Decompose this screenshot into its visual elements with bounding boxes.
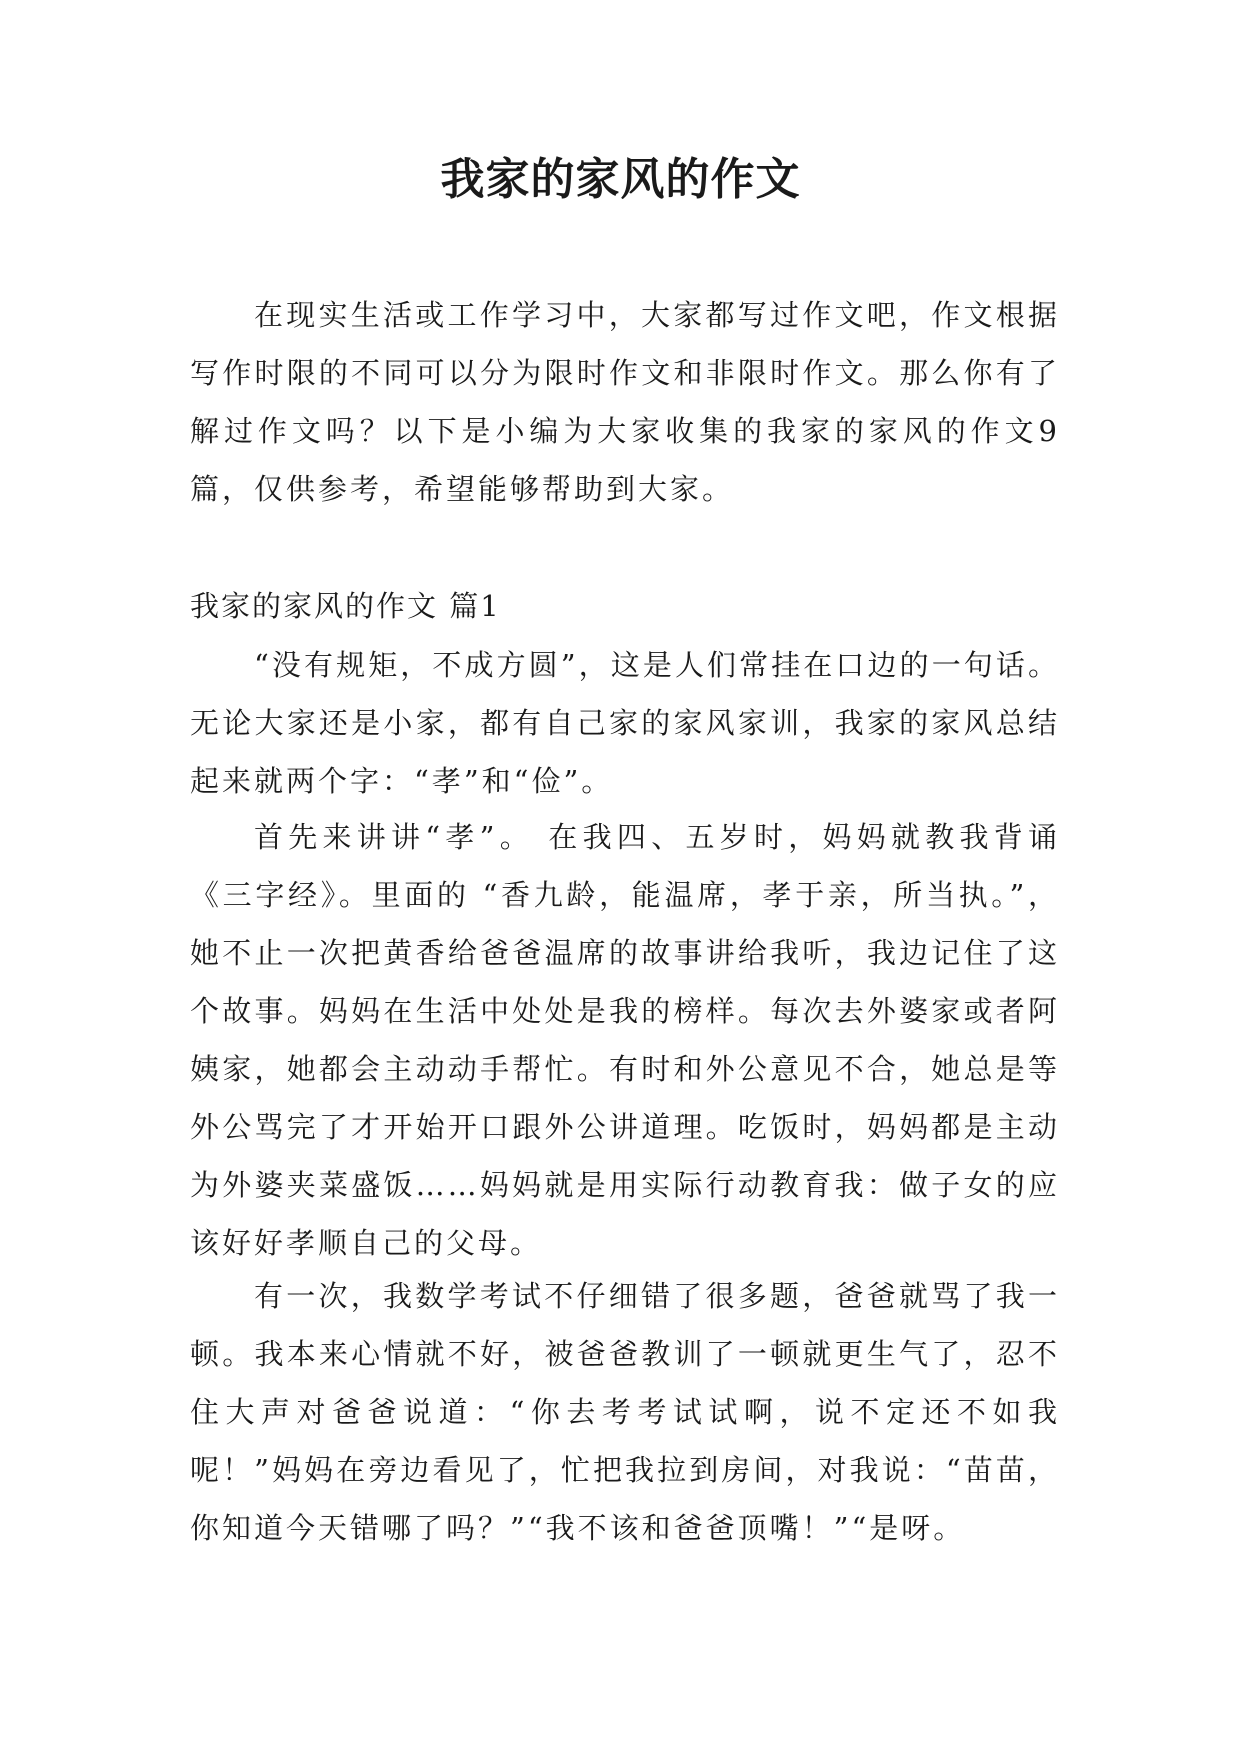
- section-heading: 我家的家风的作文 篇1: [190, 589, 501, 623]
- intro-paragraph: 在现实生活或工作学习中，大家都写过作文吧，作文根据写作时限的不同可以分为限时作文和非限时作文。那么你有了解过作文吗？以下是小编为大家收集的我家的家风的作文9篇，仅供参考，希望能够帮助到大家。: [190, 298, 1060, 506]
- body-paragraph-1: “没有规矩，不成方圆”，这是人们常挂在口边的一句话。无论大家还是小家，都有自己家的家风家训，我家的家风总结起来就两个字：“孝”和“俭”。: [190, 648, 1060, 798]
- body-paragraph-2: 首先来讲讲“孝”。 在我四、五岁时，妈妈就教我背诵《三字经》。里面的 “香九龄，能温席，孝于亲，所当执。”，她不止一次把黄香给爸爸温席的故事讲给我听，我边记住了这个故事。妈妈在生活中处处是我的榜样。每次去外婆家或者阿姨家，她都会主动动手帮忙。有时和外公意见不合，她总是等外公骂完了才开始开口跟外公讲道理。吃饭时，妈妈都是主动为外婆夹菜盛饭……妈妈就是用实际行动教育我：做子女的应该好好孝顺自己的父母。: [190, 820, 1060, 1260]
- document-title: 我家的家风的作文: [440, 154, 801, 205]
- body-paragraph-3: 有一次，我数学考试不仔细错了很多题，爸爸就骂了我一顿。我本来心情就不好，被爸爸教训了一顿就更生气了，忍不住大声对爸爸说道：“你去考考试试啊，说不定还不如我呢！”妈妈在旁边看见了，忙把我拉到房间，对我说：“苗苗，你知道今天错哪了吗？”“我不该和爸爸顶嘴！”“是呀。: [190, 1279, 1060, 1545]
